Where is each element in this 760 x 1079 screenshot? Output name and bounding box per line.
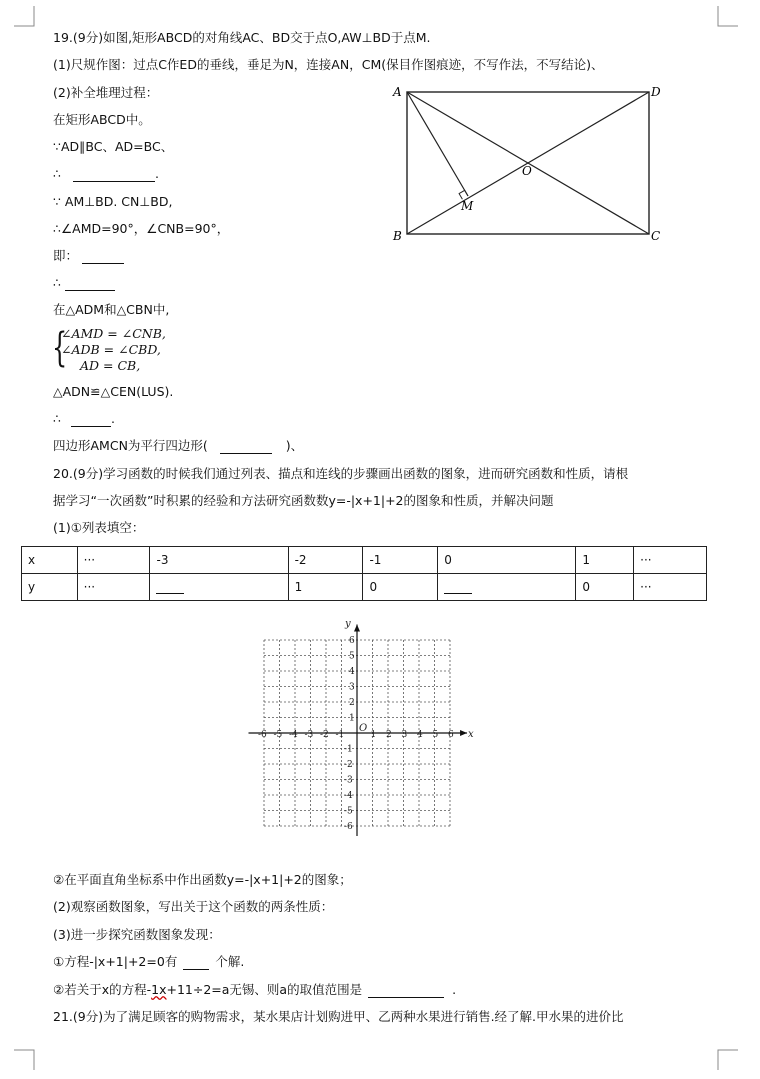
- ji-label: 即：: [53, 248, 79, 263]
- y-tick-label: -6: [344, 822, 353, 832]
- table-cell: 1: [288, 574, 363, 601]
- p3b-text-start: ②若关于x的方程-: [53, 982, 152, 997]
- segment-am: [407, 92, 468, 196]
- answer-blank[interactable]: [183, 957, 209, 970]
- x-tick-label: 1: [370, 730, 377, 740]
- table-cell: x: [22, 547, 78, 574]
- answer-blank[interactable]: [444, 581, 472, 594]
- x-tick-label: 6: [448, 730, 454, 740]
- table-row-x: [22, 547, 707, 574]
- x-tick-label: 2: [386, 730, 392, 740]
- x-tick-label: -1: [335, 730, 345, 740]
- table-cell: ···: [77, 547, 150, 574]
- table-cell-blank[interactable]: [150, 574, 288, 601]
- therefore-symbol: ∴: [53, 275, 61, 290]
- q19-parallelogram-line: [53, 438, 303, 454]
- x-tick-label: -5: [273, 730, 283, 740]
- table-cell: y: [22, 574, 78, 601]
- parallelogram-text: 四边形AMCN为平行四边形(: [53, 438, 208, 453]
- q20-part1-b: ②在平面直角坐标系中作出函数y=-|x+1|+2的图象；: [53, 872, 352, 887]
- table-cell: 0: [438, 547, 576, 574]
- q20-part3: (3)进一步探究函数图象发现：: [53, 927, 221, 942]
- x-tick-label: -6: [258, 730, 267, 740]
- q20-title: 20.(9分)学习函数的时候我们通过列表、描点和连线的步骤画出函数的图象，进而研究函数和性质，请根: [53, 466, 629, 481]
- y-tick-label: 6: [349, 636, 355, 646]
- period: .: [110, 411, 115, 426]
- p3b-wavy-text: 1x: [151, 982, 167, 997]
- x-axis-label: x: [468, 729, 474, 740]
- q19-part2: (2)补全堆理过程：: [53, 85, 159, 100]
- y-axis-label: y: [345, 618, 351, 630]
- y-tick-label: 5: [349, 651, 355, 662]
- y-axis-arrow: [354, 625, 360, 632]
- q19-therefore-line-2: [53, 275, 115, 291]
- label-m: M: [461, 199, 474, 213]
- q19-because-line-1: ∵AD∥BC、AD=BC、: [53, 139, 174, 154]
- answer-blank[interactable]: [156, 581, 184, 594]
- y-tick-label: 2: [349, 698, 355, 708]
- q19-part1: (1)尺规作图：过点C作ED的垂线，垂足为N，连接AN，CM(保目作图痕迹，不写作法，不写结论)、: [53, 57, 604, 72]
- p3a-text-start: ①方程-|x+1|+2=0有: [53, 954, 178, 969]
- x-tick-label: 5: [432, 730, 439, 740]
- q20-part3-b: [53, 982, 456, 998]
- x-tick-label: 3: [401, 730, 408, 740]
- label-a: A: [393, 85, 402, 99]
- corner-mark-top-left: [14, 6, 36, 28]
- y-tick-label: 3: [349, 682, 355, 693]
- q20-part1: (1)①列表填空：: [53, 520, 145, 535]
- q19-because-line-2: ∵ AM⊥BD. CN⊥BD,: [53, 194, 173, 209]
- reason-blank[interactable]: [220, 441, 272, 454]
- therefore-symbol: ∴: [53, 166, 61, 181]
- q19-triangles-line: 在△ADM和△CBN中,: [53, 302, 170, 317]
- rectangle-figure: [385, 82, 675, 244]
- answer-blank[interactable]: [73, 169, 155, 182]
- answer-blank[interactable]: [368, 985, 444, 998]
- table-cell-blank[interactable]: [438, 574, 576, 601]
- coordinate-grid: [248, 616, 480, 836]
- y-tick-label: -1: [344, 744, 353, 755]
- table-cell: 1: [576, 547, 634, 574]
- y-tick-label: -5: [344, 806, 353, 817]
- label-d: D: [651, 85, 661, 99]
- period: .: [154, 166, 159, 181]
- y-tick-label: -2: [344, 760, 353, 770]
- q19-rect-line: 在矩形ABCD中。: [53, 112, 151, 127]
- q19-title: 19.(9分)如图,矩形ABCD的对角线AC、BD交于点O,AW⊥BD于点M.: [53, 30, 431, 45]
- x-tick-label: 4: [417, 730, 423, 740]
- y-tick-label: 4: [349, 667, 355, 677]
- p3a-text-end: 个解.: [215, 954, 245, 969]
- parallelogram-end: )、: [285, 438, 304, 453]
- value-table: [21, 546, 707, 601]
- left-brace: {: [52, 325, 68, 371]
- corner-mark-bottom-left: [14, 1048, 36, 1070]
- p3b-text-end: .: [452, 982, 457, 997]
- q19-angles-line: ∴∠AMD=90°，∠CNB=90°，: [53, 221, 230, 236]
- q20-title-line-2: 据学习“一次函数”时积累的经验和方法研究函数数y=-|x+1|+2的图象和性质，并解决问题: [53, 493, 554, 508]
- q20-part3-a: [53, 954, 244, 970]
- system-row-1: ∠AMD = ∠CNB,: [61, 326, 166, 341]
- x-tick-label: -4: [289, 730, 298, 740]
- q19-therefore-line-1: [53, 166, 159, 182]
- table-cell: -3: [150, 547, 288, 574]
- table-cell: 0: [363, 574, 438, 601]
- answer-blank[interactable]: [82, 251, 124, 264]
- p3b-text-mid: +11÷2=a无锡、则a的取值范围是: [166, 982, 363, 997]
- q21-title: 21.(9分)为了满足顾客的购物需求，某水果店计划购进甲、乙两种水果进行销售.经了解.甲水果的进价比: [53, 1009, 624, 1024]
- table-cell: ···: [634, 574, 707, 601]
- x-tick-label: -2: [320, 730, 329, 740]
- corner-mark-top-right: [716, 6, 738, 28]
- table-cell: -2: [288, 547, 363, 574]
- y-tick-label: -3: [344, 775, 353, 786]
- table-cell: ···: [634, 547, 707, 574]
- label-b: B: [393, 229, 402, 243]
- y-tick-label: 1: [349, 713, 355, 724]
- x-tick-label: -3: [304, 730, 314, 740]
- table-cell: ···: [77, 574, 150, 601]
- y-tick-label: -4: [344, 791, 353, 801]
- therefore-symbol: ∴: [53, 411, 61, 426]
- q19-ji-line: [53, 248, 124, 264]
- q19-congruent-line: △ADN≌△CEN(LUS).: [53, 384, 174, 399]
- q20-part2: (2)观察函数图象，写出关于这个函数的两条性质：: [53, 899, 334, 914]
- corner-mark-bottom-right: [716, 1048, 738, 1070]
- answer-blank[interactable]: [71, 414, 111, 427]
- q19-therefore-line-3: [53, 411, 115, 427]
- label-o: O: [522, 164, 532, 178]
- x-axis-arrow: [460, 730, 467, 736]
- table-cell: -1: [363, 547, 438, 574]
- table-cell: 0: [576, 574, 634, 601]
- system-row-2: ∠ADB = ∠CBD,: [61, 342, 161, 357]
- table-row-y: [22, 574, 707, 601]
- label-c: C: [651, 229, 661, 243]
- answer-blank[interactable]: [65, 278, 115, 291]
- system-row-3: AD = CB,: [80, 358, 141, 373]
- origin-label: O: [359, 723, 368, 734]
